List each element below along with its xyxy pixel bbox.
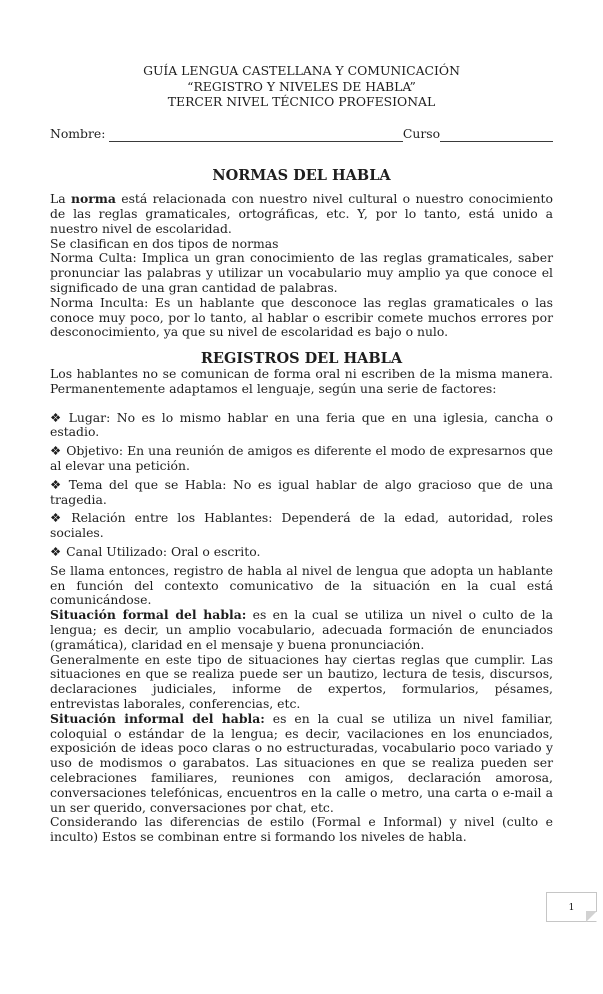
factor-text: Relación entre los Hablantes: Dependerá de la edad, autoridad, roles sociales.: [50, 510, 554, 541]
factor-item-tema: [50, 478, 553, 508]
diamond-bullet-icon: ❖: [50, 544, 62, 560]
factor-item-canal: [50, 545, 553, 560]
factor-text: Objetivo: En una reunión de amigos es diferente el modo de expresarnos que al elevar una petición.: [50, 443, 553, 474]
factor-item-objetivo: [50, 444, 553, 474]
name-course-row: [50, 126, 553, 142]
factor-text: Tema del que se Habla: No es igual hablar de algo gracioso que de una tragedia.: [50, 476, 553, 507]
registros-intro-paragraph: Los hablantes no se comunican de forma oral ni escriben de la misma manera. Permanentemente adaptamos el lenguaje, según una serie de factores:: [50, 366, 553, 396]
course-fill-line: [440, 128, 553, 142]
title-line-1: GUÍA LENGUA CASTELLANA Y COMUNICACIÓN: [143, 63, 460, 78]
page-number: 1: [568, 901, 575, 913]
registros-heading: REGISTROS DEL HABLA: [200, 350, 403, 368]
name-label: Nombre:: [50, 125, 106, 141]
title-line-2: “REGISTRO Y NIVELES DE HABLA”: [187, 78, 416, 94]
title-line-3: TERCER NIVEL TÉCNICO PROFESIONAL: [167, 94, 436, 109]
norma-inculta-paragraph: Norma Inculta: Es un hablante que desconoce las reglas gramaticales o las conoce muy poco, por lo tanto, al hablar o escribir comete muchos errores por desconocimiento, ya que su nivel de escolaridad es bajo o nulo.: [50, 294, 553, 340]
page-fold-corner-icon: [586, 911, 597, 922]
name-fill-line: [109, 128, 403, 142]
formal-paragraph-2: Generalmente en este tipo de situaciones hay ciertas reglas que cumplir. Las situaciones en que se realiza puede ser un bautizo, lectura de tesis, discursos, declaraciones judiciales, informe de expertos, formularios, pésames, entrevistas laborales, conferencias, etc.: [50, 651, 553, 711]
factor-item-lugar: [50, 411, 553, 441]
formal-body: es en la cual se utiliza un nivel o culto de la lengua; es decir, un amplio vocabulario, adecuada formación de enunciados (gramática), claridad en el mensaje y buena pronunciación.: [50, 607, 553, 652]
normas-heading: NORMAS DEL HABLA: [212, 166, 391, 184]
diamond-bullet-icon: ❖: [50, 510, 67, 526]
factor-text: Lugar: No es lo mismo hablar en una feria que en una iglesia, cancha o estadio.: [50, 409, 553, 440]
factor-text: Canal Utilizado: Oral o escrito.: [66, 544, 261, 560]
informal-lead: Situación informal del habla:: [50, 710, 265, 726]
normas-intro-pre: La: [50, 191, 71, 207]
diamond-bullet-icon: ❖: [50, 443, 62, 459]
course-label: Curso: [402, 125, 441, 141]
informal-paragraph: [50, 712, 553, 816]
normas-intro-paragraph: [50, 192, 553, 236]
closing-paragraph: Considerando las diferencias de estilo (Formal e Informal) y nivel (culto e inculto) Estos se combinan entre si formando los niveles de habla.: [50, 814, 553, 845]
formal-lead: Situación formal del habla:: [50, 607, 247, 623]
normas-intro-bold: norma: [70, 191, 116, 207]
informal-body: es en la cual se utiliza un nivel familiar, coloquial o estándar de la lengua; es decir, vacilaciones en los enunciados, exposición de ideas poco claras o no estructuradas, vocabulario poco variado y uso de modismos o garabatos. Las situaciones en que se realiza pueden ser celebraciones familiares, reuniones con amigos, declaración amorosa, conversaciones telefónicas, encuentros en la calle o metro, una carta o e-mail a un ser querido, conversaciones por chat, etc.: [50, 710, 553, 815]
diamond-bullet-icon: ❖: [50, 476, 64, 492]
formal-paragraph: [50, 608, 553, 652]
normas-classification-line: Se clasifican en dos tipos de normas: [50, 235, 279, 251]
page-number-badge: [546, 892, 597, 922]
document-title: [50, 63, 553, 110]
registros-outro-paragraph: Se llama entonces, registro de habla al nivel de lengua que adopta un hablante en función del contexto comunicativo de la situación en la cual está comunicándose.: [50, 562, 553, 608]
norma-culta-paragraph: Norma Culta: Implica un gran conocimiento de las reglas gramaticales, saber pronunciar las palabras y utilizar un vocabulario muy amplio ya que conoce el significado de una gran cantidad de palabras.: [50, 250, 553, 296]
document-content: [50, 63, 553, 845]
normas-intro-post: está relacionada con nuestro nivel cultural o nuestro conocimiento de las reglas gramaticales, ortográficas, etc. Y, por lo tanto, está unido a nuestro nivel de escolaridad.: [50, 191, 553, 236]
factor-item-relacion: [50, 511, 553, 541]
diamond-bullet-icon: ❖: [50, 409, 64, 425]
factors-list: [50, 411, 553, 560]
